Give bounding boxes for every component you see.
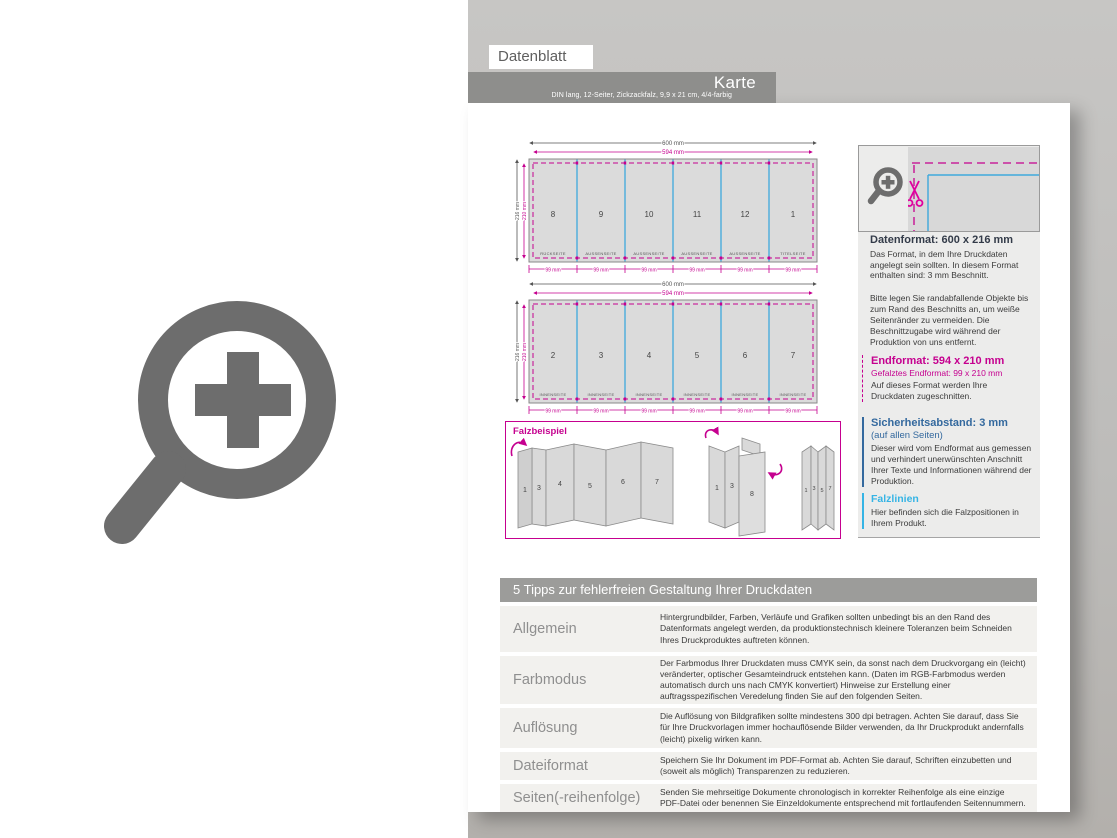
tip-row-farbmodus [500,656,1037,704]
falzlinien-heading: Falzlinien [871,493,919,505]
panel-number: 2 [550,351,556,360]
zoom-plus-icon-small [867,164,911,208]
datenformat-text-1: Das Format, in dem Ihre Druckdaten angelegt sein sollten. In diesem Format enthalten sind: 3 mm Beschnitt. [870,248,1019,281]
endformat-text: Auf dieses Format werden Ihre Druckdaten zugeschnitten. [871,379,988,401]
section-falzlinien [862,493,1032,529]
panel-label: TITELSEITE [780,251,806,256]
tip-label: Seiten(-reihenfolge) [513,790,641,806]
fold-half-number: 3 [730,483,734,490]
panel-width: 99 mm [593,267,609,274]
tip-text: Der Farbmodus Ihrer Druckdaten muss CMYK sein, da sonst nach dem Druckvorgang ein (leicht) veränderter, optischer Gesamteindruck entstehen kann. (Daten im RGB-Farbmodus werden automatisch durch uns nach CMYK konvertiert) Hinweise zur Erstellung einer auftragsspezifischen Veredelung finden Sie auf den folgenden Seiten. [660,657,1026,702]
panel-width: 99 mm [641,408,657,415]
dim-width-inner: 594 mm [662,291,684,298]
fold-stack-number: 5 [820,488,824,494]
fold-stack-number: 1 [804,488,808,494]
panel-label: INNENSEITE [587,392,615,397]
dim-height-outer: 216 mm [515,342,521,362]
fold-flat-number: 3 [537,485,541,492]
panel-width-ticks [529,265,817,273]
format-info-sidebar [858,145,1040,538]
fold-half-number: 1 [715,485,719,492]
dim-width-outer: 600 mm [662,141,684,148]
fold-example-illustration [506,422,840,538]
panel-number: 6 [742,351,748,360]
dim-width-outer: 600 mm [662,282,684,289]
sheet-diagram-inside [509,278,829,420]
section-sicherheitsabstand [862,417,1032,487]
endformat-heading: Endformat: 594 x 210 mm [871,355,1005,367]
tip-text: Hintergrundbilder, Farben, Verläufe und Grafiken sollten unbedingt bis an den Rand des Datenformats angelegt werden, da produktionstechnisch kleinere Toleranzen beim Schneiden Ihres Druckproduktes auftreten können. [660,612,1012,645]
panel-label: RÜCKSEITE [540,251,566,256]
dim-height-inner: 210 mm [522,342,528,362]
panel-number: 10 [644,210,654,219]
panel-number: 4 [646,351,652,360]
fold-flat-number: 4 [558,481,562,488]
panel-number: 7 [790,351,796,360]
panel-label: INNENSEITE [635,392,663,397]
panel-number: 9 [598,210,604,219]
panel-width: 99 mm [737,408,753,415]
panel-width: 99 mm [785,267,801,274]
panel-width: 99 mm [545,267,561,274]
corner-detail-box [858,145,1040,232]
tip-label: Auflösung [513,720,578,736]
tip-text: Die Auflösung von Bildgrafiken sollte mindestens 300 dpi betragen. Achten Sie darauf, dass Sie für Ihre Druckvorlagen immer hochauflösende Bilder verwenden, da Ihr Druckprodukt andernfalls (leicht) pixelig wirken kann. [660,711,1024,744]
fold-flat-number: 6 [621,479,625,486]
datenformat-text-2: Bitte legen Sie randabfallende Objekte bis zum Rand des Beschnitts an, um weiße Seitenränder zu vermeiden. Die Beschnittzugabe wird während der Produktion von uns entfernt. [870,293,1029,347]
panel-width: 99 mm [737,267,753,274]
tip-text: Senden Sie mehrseitige Dokumente chronologisch in korrekter Reihenfolge als eine einzige PDF-Datei oder benennen Sie Einzeldokumente entsprechend mit fortlaufenden Seitennummern. [660,786,1026,808]
fold-example-title: Falzbeispiel [513,426,567,437]
fold-flat-number: 7 [655,479,659,486]
datasheet-tag-label: Datenblatt [498,48,567,65]
fold-half-number: 8 [750,491,754,498]
sicherheitsabstand-subheading: (auf allen Seiten) [871,429,943,441]
panel-width: 99 mm [593,408,609,415]
tip-row-seitenreihenfolge [500,784,1037,812]
section-endformat [862,355,1032,402]
zigzag-panels [518,442,673,528]
sicherheitsabstand-text: Dieser wird vom Endformat aus gemessen und verhindert unerwünschten Anschnitt Ihrer Texte und Informationen während der Produktion. [871,443,1032,486]
dim-height-outer: 216 mm [515,201,521,221]
falzlinien-text: Hier befinden sich die Falzpositionen in Ihrem Produkt. [871,507,1019,528]
panel-number: 3 [598,351,604,360]
tip-label: Dateiformat [513,758,588,774]
datasheet-tag [489,45,593,69]
panel-label: AUSSENSEITE [585,251,617,256]
sheet-diagram-outside [509,137,829,279]
panel-label: AUSSENSEITE [681,251,713,256]
fold-flat-number: 5 [588,483,592,490]
product-title: Karte [713,73,756,92]
panel-label: AUSSENSEITE [729,251,761,256]
panel-label: INNENSEITE [683,392,711,397]
panel-label: AUSSENSEITE [633,251,665,256]
fold-flat-number: 1 [523,487,527,494]
tip-row-aufloesung [500,708,1037,748]
tip-row-allgemein [500,606,1037,652]
panel-number: 5 [694,351,700,360]
fold-stack-number: 7 [828,486,832,492]
tip-text: Speichern Sie Ihr Dokument im PDF-Format ab. Achten Sie darauf, Schriften einzubetten und (soweit als möglich) Transparenzen zu reduzieren. [660,754,1012,776]
title-bar [468,72,776,103]
dim-width-inner: 594 mm [662,150,684,157]
bleed-corner-diagram [908,147,1039,231]
zoom-plus-icon[interactable] [100,283,376,569]
panel-number: 12 [740,210,750,219]
tip-label: Allgemein [513,621,577,637]
panel-number: 8 [550,210,556,219]
tip-row-dateiformat [500,752,1037,780]
fold-arrow [705,430,718,438]
panel-width: 99 mm [641,267,657,274]
panel-width: 99 mm [545,408,561,415]
section-datenformat [870,234,1032,348]
fold-stack-number: 3 [812,486,816,492]
panel-number: 1 [790,210,796,219]
panel-width: 99 mm [785,408,801,415]
dim-height-inner: 210 mm [522,201,528,221]
panel-width-ticks [529,406,817,414]
panel-label: INNENSEITE [731,392,759,397]
panel-width: 99 mm [689,408,705,415]
product-subtitle: DIN lang, 12-Seiter, Zickzackfalz, 9,9 x 21 cm, 4/4-farbig [551,92,732,99]
panel-label: INNENSEITE [779,392,807,397]
panel-width: 99 mm [689,267,705,274]
panel-number: 11 [692,210,702,219]
fold-arrow [769,464,782,475]
panel-label: INNENSEITE [539,392,567,397]
datenformat-heading: Datenformat: 600 x 216 mm [870,234,1014,246]
tips-header: 5 Tipps zur fehlerfreien Gestaltung Ihrer Druckdaten [500,578,1037,602]
tip-label: Farbmodus [513,672,587,688]
sicherheitsabstand-heading: Sicherheitsabstand: 3 mm [871,417,1008,429]
endformat-subheading: Gefalztes Endformat: 99 x 210 mm [871,367,1003,378]
